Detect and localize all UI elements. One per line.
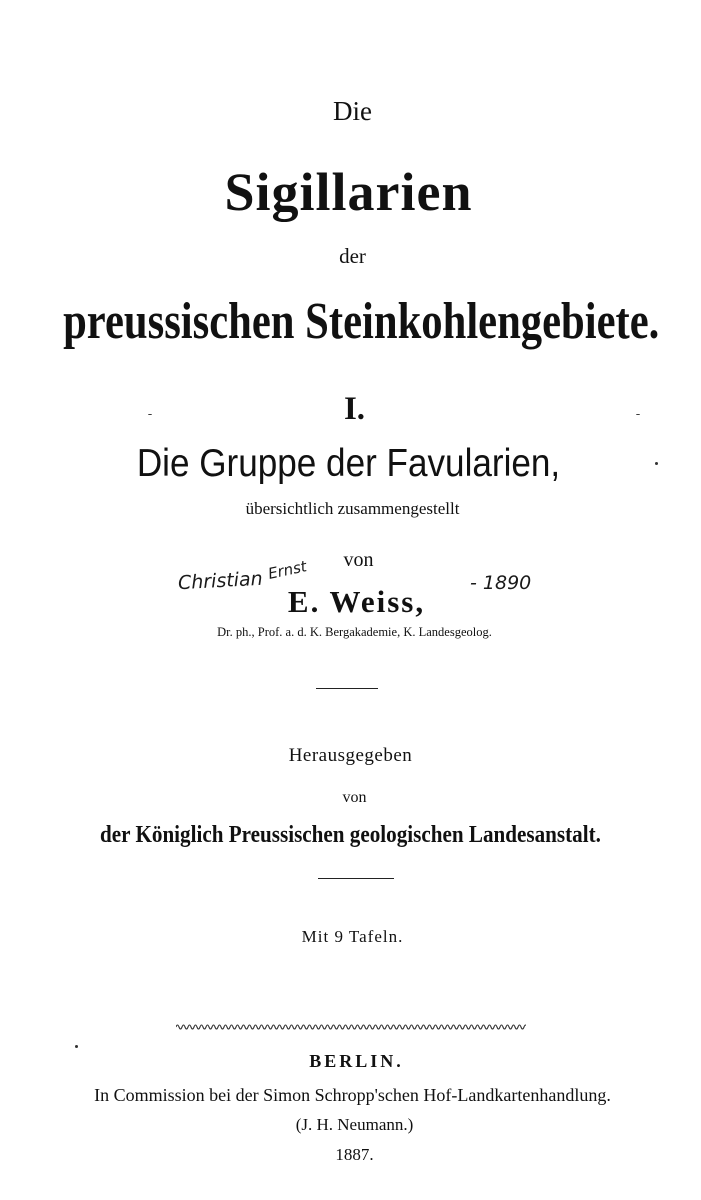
divider-rule	[318, 878, 394, 879]
imprint-city: BERLIN.	[309, 1051, 404, 1071]
paper-speck	[655, 462, 658, 465]
imprint-commission: In Commission bei der Simon Schropp'schen Hof-Landkartenhandlung.	[94, 1085, 611, 1105]
author-credentials: Dr. ph., Prof. a. d. K. Bergakademie, K. Landesgeolog.	[217, 625, 492, 639]
title-der: der	[339, 244, 366, 268]
title-subject: preussischen Steinkohlengebiete.	[63, 293, 660, 350]
imprint-year: 1887.	[335, 1145, 374, 1164]
handwritten-first-name: Christian	[177, 567, 264, 595]
paper-speck	[75, 1045, 78, 1048]
imprint-publisher: (J. H. Neumann.)	[295, 1115, 414, 1134]
main-title: Sigillarien	[224, 162, 473, 222]
editor-label: Herausgegeben	[288, 745, 413, 766]
paper-speck	[636, 414, 640, 415]
handwritten-dates: - 1890	[470, 572, 532, 594]
author-name: E. Weiss,	[287, 584, 426, 619]
paper-speck	[148, 414, 152, 415]
wavy-ornament-rule	[176, 1020, 526, 1034]
divider-rule	[316, 688, 378, 689]
handwritten-middle-name: Ernst	[266, 557, 309, 583]
plates-note: Mit 9 Tafeln.	[301, 927, 404, 946]
editor-name: der Königlich Preussischen geologischen Landesanstalt.	[100, 822, 601, 848]
editor-by: von	[342, 789, 367, 806]
part-number: I.	[343, 391, 366, 427]
title-die: Die	[333, 96, 372, 126]
part-subtitle: übersichtlich zusammengestellt	[245, 499, 460, 518]
part-title: Die Gruppe der Favularien,	[136, 442, 561, 485]
by-label: von	[343, 549, 374, 571]
